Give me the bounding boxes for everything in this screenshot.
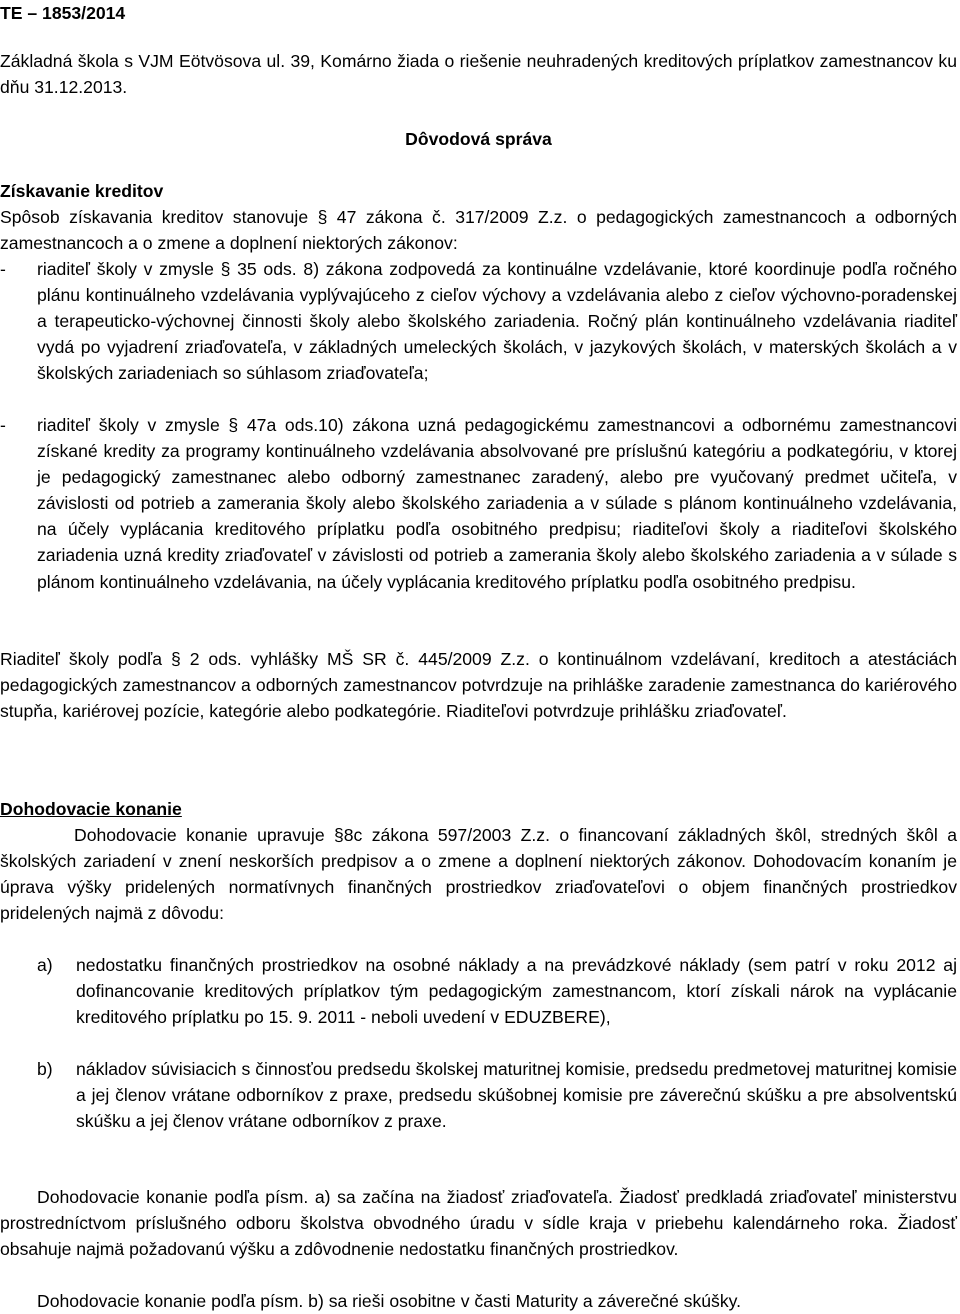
document-id: TE – 1853/2014 bbox=[0, 3, 126, 23]
dohodovacie-paragraph-b: Dohodovacie konanie podľa písm. b) sa rieši osobitne v časti Maturity a záverečné skúšky. bbox=[37, 1291, 742, 1311]
item-marker-a: a) bbox=[37, 955, 53, 975]
kredity-bullet-2-text: riaditeľ školy v zmysle § 47a ods.10) zákona uzná pedagogickému zamestnancovi a odbornému zamestnancovi získané kredity za programy kontinuálneho vzdelávania absolvované pre príslušnú kategóriu a podkategóriu, v ktorej je pedagogický zamestnanec alebo odborný zamestnanec zaradený, alebo pre vyučovaný predmet učiteľa, v závislosti od potrieb a zamerania školy alebo školského zariadenia a v súlade s plánom kontinuálneho vzdelávania, na účely vyplácania kreditového príplatku podľa osobitného predpisu; riaditeľovi školy a riaditeľovi školského zariadenia uzná kredity zriaďovateľ v závislosti od potrieb a zamerania školy alebo školského zariadenia a v súlade s plánom kontinuálneho vzdelávania, na účely vyplácania kreditového príplatku podľa osobitného predpisu. bbox=[37, 415, 957, 592]
subject-line: Základná škola s VJM Eötvösova ul. 39, Komárno žiada o riešenie neuhradených kreditových príplatkov zamestnancov ku dňu 31.12.2013. bbox=[0, 51, 957, 98]
kredity-closing: Riaditeľ školy podľa § 2 ods. vyhlášky MŠ SR č. 445/2009 Z.z. o kontinuálnom vzdelávaní, kreditoch a atestáciách pedagogických zamestnancov a odborných zamestnancov potvrdzuje na prihláške zaradenie zamestnanca do kariérového stupňa, kariérovej pozície, kategórie alebo podkategórie. Riaditeľovi potvrdzuje prihlášku zriaďovateľ. bbox=[0, 649, 957, 722]
section-title-dohodovacie: Dohodovacie konanie bbox=[0, 799, 182, 819]
dohodovacie-item-b-text: nákladov súvisiacich s činnosťou predsedu školskej maturitnej komisie, predsedu predmetovej maturitnej komisie a jej členov vrátane odborníkov z praxe, predsedu skúšobnej komisie pre záverečnú skúšku a pre absolventskú skúšku a jej členov vrátane odborníkov z praxe. bbox=[76, 1059, 957, 1132]
section-title-kredity: Získavanie kreditov bbox=[0, 181, 164, 201]
dohodovacie-intro: Dohodovacie konanie upravuje §8c zákona 597/2003 Z.z. o financovaní základných škôl, stredných škôl a školských zariadení v znení neskorších predpisov a o zmene a doplnení niektorých zákonov. Dohodovacím konaním je úprava výšky pridelených normatívnych finančných prostriedkov zriaďovateľovi o objem finančných prostriedkov pridelených najmä z dôvodu: bbox=[0, 825, 957, 924]
kredity-bullet-1-text: riaditeľ školy v zmysle § 35 ods. 8) zákona zodpovedá za kontinuálne vzdelávanie, ktoré koordinuje podľa ročného plánu kontinuálneho vzdelávania vyplývajúceho z cieľov výchovy a vzdelávania alebo z cieľov výchovno-poradenskej a terapeuticko-výchovnej činnosti školy alebo školského zariadenia. Ročný plán kontinuálneho vzdelávania riaditeľ vydá po vyjadrení zriaďovateľa, v základných umeleckých školách, v jazykových školách, v materských školách a v školských zariadeniach so súhlasom zriaďovateľa; bbox=[37, 259, 957, 384]
bullet-dash: - bbox=[0, 415, 6, 435]
item-marker-b: b) bbox=[37, 1059, 53, 1079]
section-heading: Dôvodová správa bbox=[405, 129, 552, 149]
bullet-dash: - bbox=[0, 259, 6, 279]
dohodovacie-item-a-text: nedostatku finančných prostriedkov na osobné náklady a na prevádzkové náklady (sem patrí v roku 2012 aj dofinancovanie kreditových príplatkov tým pedagogickým zamestnancom, ktorí získali nárok na vyplácanie kreditového príplatku po 15. 9. 2011 - neboli uvedení v EDUZBERE), bbox=[76, 955, 957, 1028]
dohodovacie-paragraph-a: Dohodovacie konanie podľa písm. a) sa začína na žiadosť zriaďovateľa. Žiadosť predkladá zriaďovateľ ministerstvu prostredníctvom príslušného odboru školstva obvodného úradu v sídle kraja v priebehu kalendárneho roka. Žiadosť obsahuje najmä požadovanú výšku a zdôvodnenie nedostatku finančných prostriedkov. bbox=[0, 1187, 957, 1260]
kredity-intro: Spôsob získavania kreditov stanovuje § 47 zákona č. 317/2009 Z.z. o pedagogických zamestnancoch a odborných zamestnancoch a o zmene a doplnení niektorých zákonov: bbox=[0, 207, 957, 254]
